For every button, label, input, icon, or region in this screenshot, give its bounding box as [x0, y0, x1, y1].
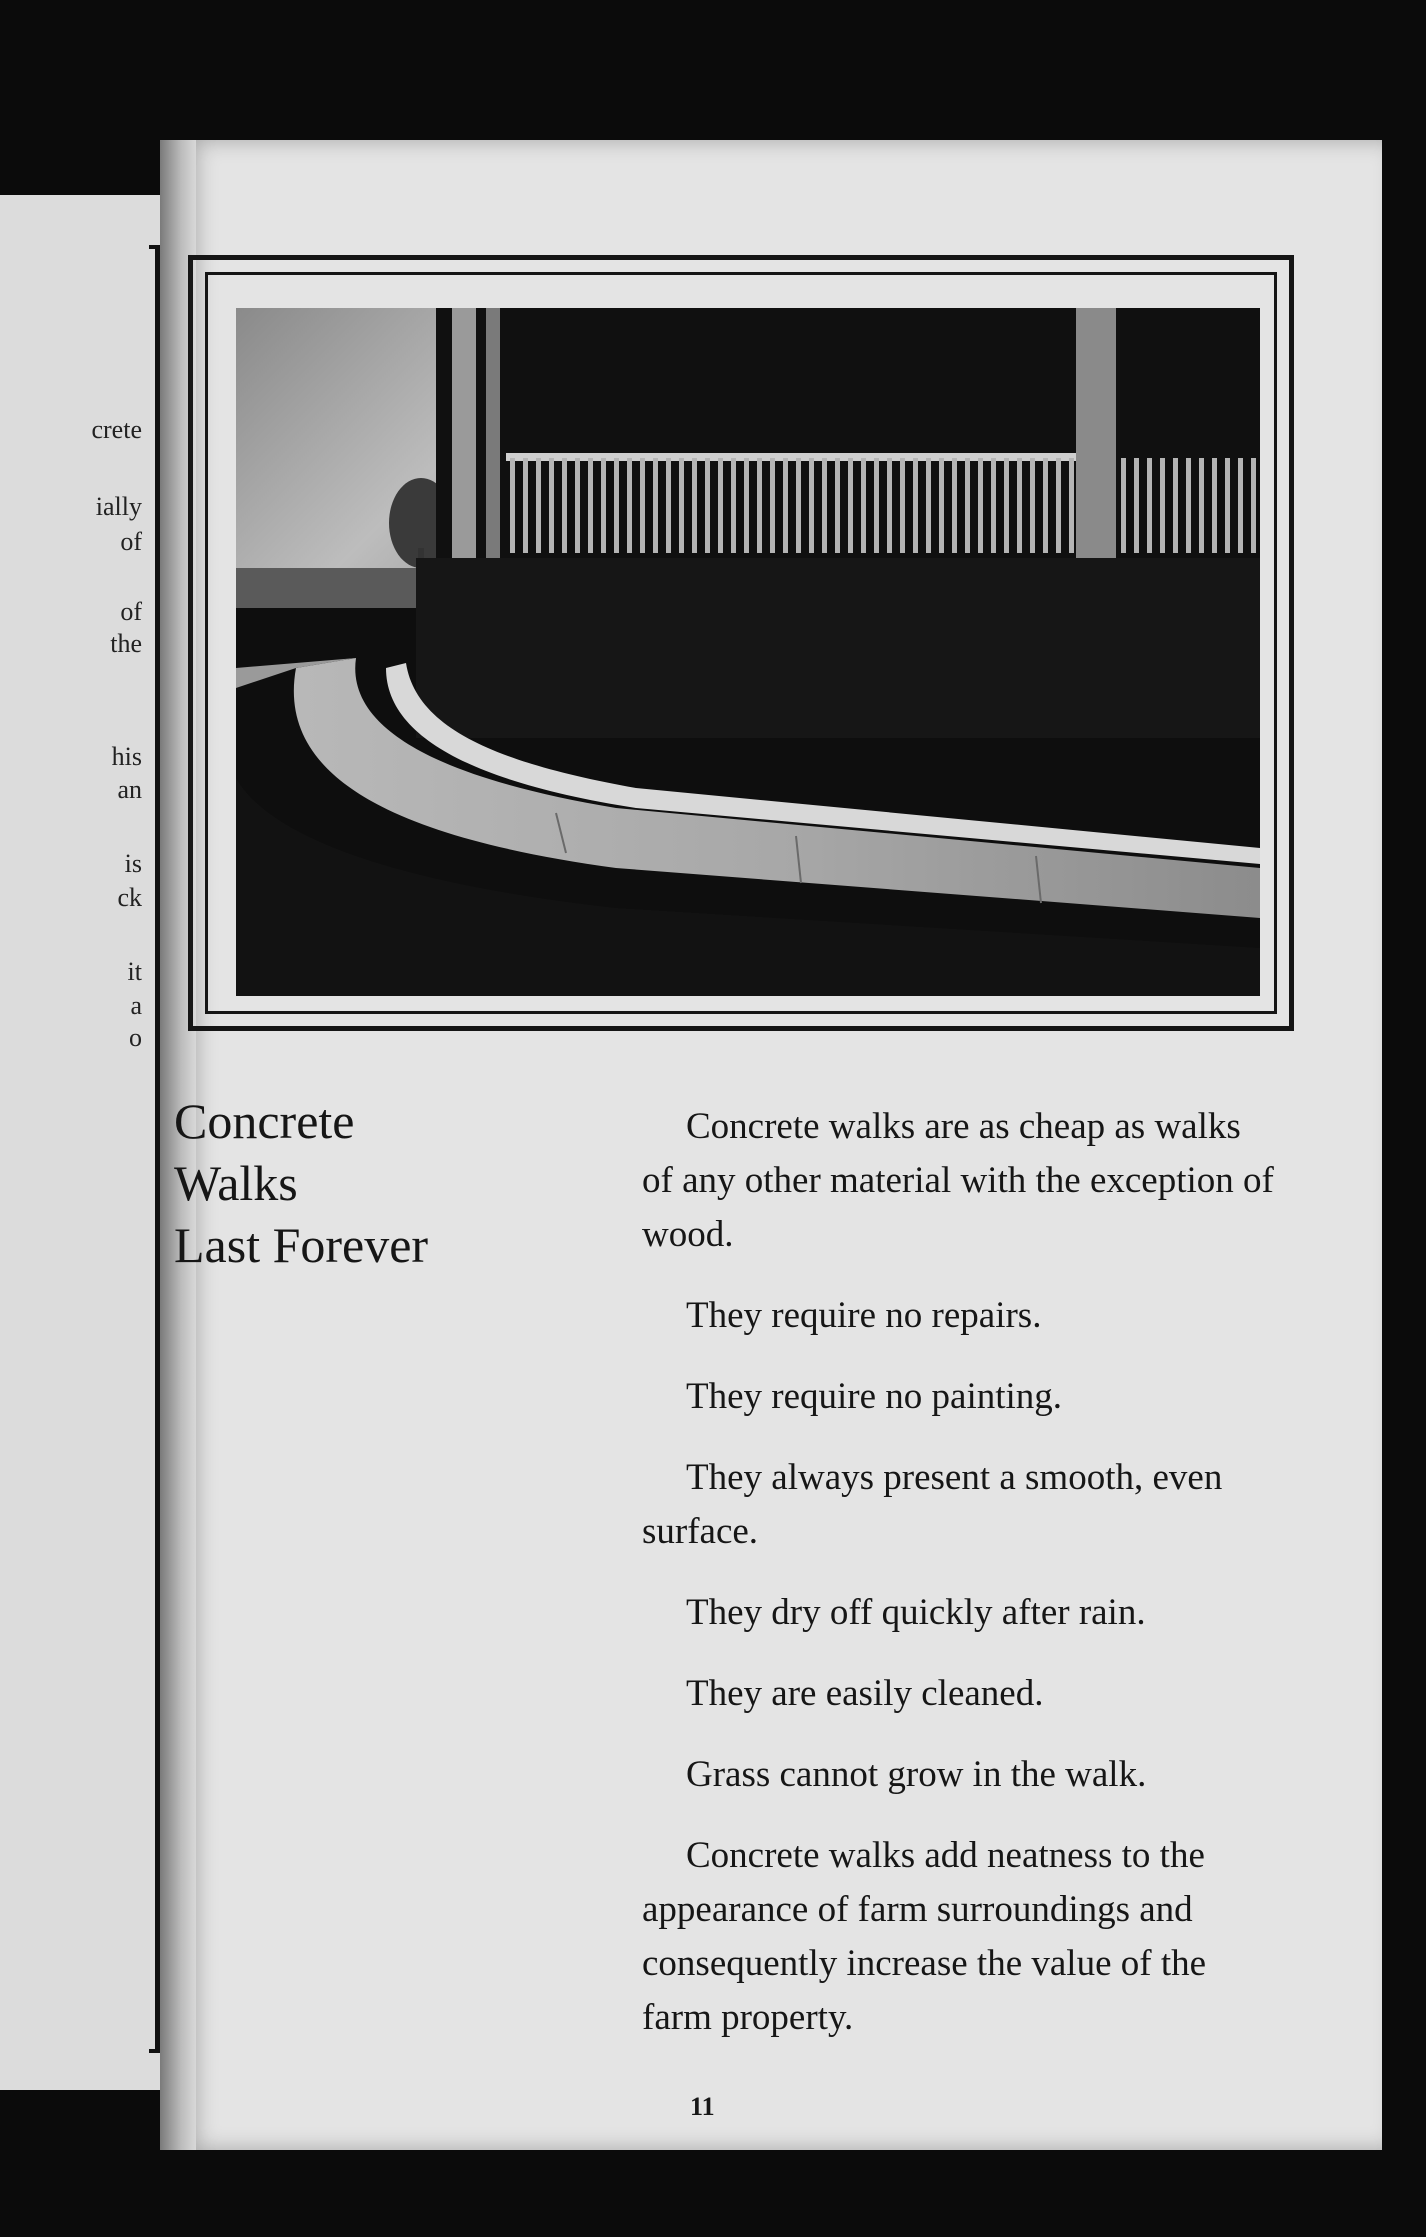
railing-baluster — [1069, 458, 1074, 553]
railing-baluster — [939, 458, 944, 553]
railing-baluster — [692, 458, 697, 553]
railing-baluster — [679, 458, 684, 553]
railing-baluster — [1017, 458, 1022, 553]
previous-page-fragment: o — [129, 1023, 142, 1052]
railing-baluster — [1212, 458, 1217, 553]
heading-line-3: Last Forever — [174, 1217, 429, 1273]
railing-baluster — [1251, 458, 1256, 553]
previous-page-fragment: ck — [117, 883, 142, 912]
previous-page — [0, 195, 170, 2090]
railing-baluster — [757, 458, 762, 553]
railing-baluster — [653, 458, 658, 553]
railing-baluster — [1147, 458, 1152, 553]
railing-baluster — [666, 458, 671, 553]
railing-baluster — [1134, 458, 1139, 553]
railing-baluster — [1238, 458, 1243, 553]
railing-baluster — [796, 458, 801, 553]
previous-page-fragment: ially — [95, 492, 142, 521]
railing-baluster — [510, 458, 515, 553]
paragraph: They require no repairs. — [686, 1295, 1042, 1336]
photograph-concrete-walk — [236, 308, 1260, 996]
railing-baluster — [601, 458, 606, 553]
railing-baluster — [705, 458, 710, 553]
railing-baluster — [1186, 458, 1191, 553]
railing-baluster — [770, 458, 775, 553]
paragraph: They require no painting. — [686, 1376, 1063, 1417]
railing-baluster — [952, 458, 957, 553]
railing-baluster — [848, 458, 853, 553]
railing-baluster — [627, 458, 632, 553]
railing-baluster — [991, 458, 996, 553]
previous-page-fragment: of — [120, 527, 142, 556]
railing-baluster — [1030, 458, 1035, 553]
railing-baluster — [900, 458, 905, 553]
railing-baluster — [965, 458, 970, 553]
previous-page-fragment: his — [111, 742, 142, 771]
paragraph: Concrete walks add neatness to the appearance of farm surroundings and consequently increase the value of the farm property. — [642, 1835, 1207, 2038]
railing-baluster — [1225, 458, 1230, 553]
railing-baluster — [1121, 458, 1126, 553]
railing-baluster — [913, 458, 918, 553]
paragraph: They dry off quickly after rain. — [686, 1592, 1146, 1633]
railing-baluster — [523, 458, 528, 553]
previous-page-fragment: the — [110, 629, 142, 658]
previous-page-fragment: a — [130, 991, 142, 1020]
railing-baluster — [887, 458, 892, 553]
railing-baluster — [1199, 458, 1204, 553]
body-text — [642, 1100, 1278, 2072]
railing-baluster — [614, 458, 619, 553]
previous-page-fragment: is — [124, 849, 142, 878]
railing-baluster — [926, 458, 931, 553]
railing-baluster — [822, 458, 827, 553]
railing-baluster — [1173, 458, 1178, 553]
railing-baluster — [744, 458, 749, 553]
photo-illustration — [236, 308, 1260, 996]
section-heading — [174, 1090, 504, 1276]
railing-baluster — [1160, 458, 1165, 553]
railing-baluster — [575, 458, 580, 553]
railing-baluster — [783, 458, 788, 553]
previous-page-fragment: it — [127, 957, 142, 986]
previous-page-frame — [149, 245, 160, 2053]
railing-baluster — [718, 458, 723, 553]
railing-baluster — [1043, 458, 1048, 553]
previous-page-fragment: an — [117, 775, 142, 804]
railing-baluster — [562, 458, 567, 553]
paragraph: Grass cannot grow in the walk. — [686, 1754, 1147, 1795]
paragraph: They are easily cleaned. — [686, 1673, 1044, 1714]
railing-baluster — [549, 458, 554, 553]
railing-baluster — [588, 458, 593, 553]
railing-baluster — [536, 458, 541, 553]
railing-baluster — [640, 458, 645, 553]
railing-baluster — [861, 458, 866, 553]
railing-baluster — [809, 458, 814, 553]
railing-baluster — [1004, 458, 1009, 553]
railing-baluster — [835, 458, 840, 553]
paragraph: They always present a smooth, even surface. — [642, 1457, 1223, 1552]
heading-line-1: Concrete — [174, 1093, 355, 1149]
railing-baluster — [731, 458, 736, 553]
paragraph: Concrete walks are as cheap as walks of any other material with the exception of wood. — [642, 1106, 1274, 1255]
previous-page-fragment: crete — [91, 415, 142, 444]
railing-baluster — [978, 458, 983, 553]
railing-baluster — [1056, 458, 1061, 553]
page-number: 11 — [690, 2092, 715, 2121]
heading-line-2: Walks — [174, 1155, 298, 1211]
railing-baluster — [874, 458, 879, 553]
previous-page-fragment: of — [120, 597, 142, 626]
